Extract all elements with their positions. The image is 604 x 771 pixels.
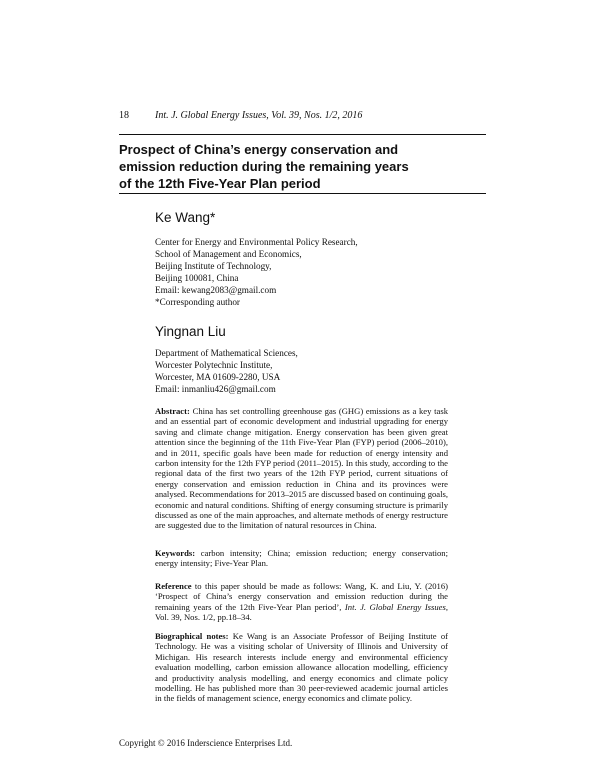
abstract	[155, 406, 448, 531]
author-name: Ke Wang*	[155, 210, 216, 225]
reference-text-end: , Vol. 39, Nos. 1/2, pp.18–34.	[155, 601, 448, 623]
affiliation-line: Beijing Institute of Technology,	[155, 261, 272, 271]
affiliation-line: Worcester Polytechnic Institute,	[155, 360, 273, 370]
reference-label: Reference	[155, 581, 192, 591]
running-header-journal: Int. J. Global Energy Issues, Vol. 39, Nos. 1/2, 2016	[155, 110, 363, 121]
keywords	[155, 548, 448, 569]
title-line: of the 12th Five-Year Plan period	[119, 176, 321, 191]
title-line: Prospect of China’s energy conservation and	[119, 142, 399, 157]
title-line: emission reduction during the remaining years	[119, 159, 409, 174]
email-line: Email: kewang2083@gmail.com	[155, 285, 277, 295]
bio-text: Ke Wang is an Associate Professor of Beijing Institute of Technology. He was a visiting scholar of University of Illinois and University of Michigan. His research interests include energy and environmental efficiency evaluation modelling, carbon emission allowance allocation modelling, efficiency and productivity analysis modelling, and energy economics and climate policy modelling. He has published more than 30 peer-reviewed academic journal articles in the fields of management science, energy economics and climate policy.	[155, 631, 448, 704]
title-top-rule	[119, 134, 486, 135]
biographical-notes	[155, 631, 448, 704]
citation-reference	[155, 581, 448, 623]
page-number: 18	[119, 110, 129, 121]
affiliation-line: Worcester, MA 01609-2280, USA	[155, 372, 281, 382]
keywords-label: Keywords:	[155, 548, 196, 558]
affiliation-line: Center for Energy and Environmental Policy Research,	[155, 237, 358, 247]
keywords-text: carbon intensity; China; emission reduction; energy conservation; energy intensity; Five-Year Plan.	[155, 548, 448, 569]
paper-title	[119, 141, 479, 192]
affiliation-line: Department of Mathematical Sciences,	[155, 348, 298, 358]
abstract-text: China has set controlling greenhouse gas (GHG) emissions as a key task and an essential part of economic development and industrial upgrading for energy saving and climate change mitigation. Energy conservation has been given great attention since the beginning of the 11th Five-Year Plan (FYP) period (2006–2010), and in 2011, specific goals have been made for reduction of energy intensity and carbon intensity for the 12th FYP period (2011–2015). In this study, according to the regional data of the first two years of the 12th FYP period, current situations of energy conservation and emission reduction in China and its provinces were analysed. Recommendations for 2013–2015 are discussed based on continuing goals, economic and natural conditions. Shifting of energy consuming structure is primarily discussed as one of the main approaches, and alternate methods of energy restructure are suggested due to the limitation of natural resources in China.	[155, 406, 448, 531]
corresponding-author-note: *Corresponding author	[155, 297, 240, 307]
author-name: Yingnan Liu	[155, 324, 226, 339]
author-affiliation	[155, 347, 455, 395]
affiliation-line: School of Management and Economics,	[155, 249, 302, 259]
affiliation-line: Beijing 100081, China	[155, 273, 239, 283]
title-bottom-rule	[119, 193, 486, 194]
author-affiliation	[155, 236, 455, 308]
abstract-label: Abstract:	[155, 406, 190, 416]
copyright-notice: Copyright © 2016 Inderscience Enterprises Ltd.	[119, 738, 293, 748]
email-line: Email: inmanliu426@gmail.com	[155, 384, 276, 394]
reference-journal: Int. J. Global Energy Issues	[344, 601, 446, 612]
bio-label: Biographical notes:	[155, 631, 229, 641]
reference-text: to this paper should be made as follows: Wang, K. and Liu, Y. (2016) ‘Prospect of China’s energy conservation and emission reduction during the remaining years of the 12th Five-Year Plan period’,	[155, 581, 448, 612]
